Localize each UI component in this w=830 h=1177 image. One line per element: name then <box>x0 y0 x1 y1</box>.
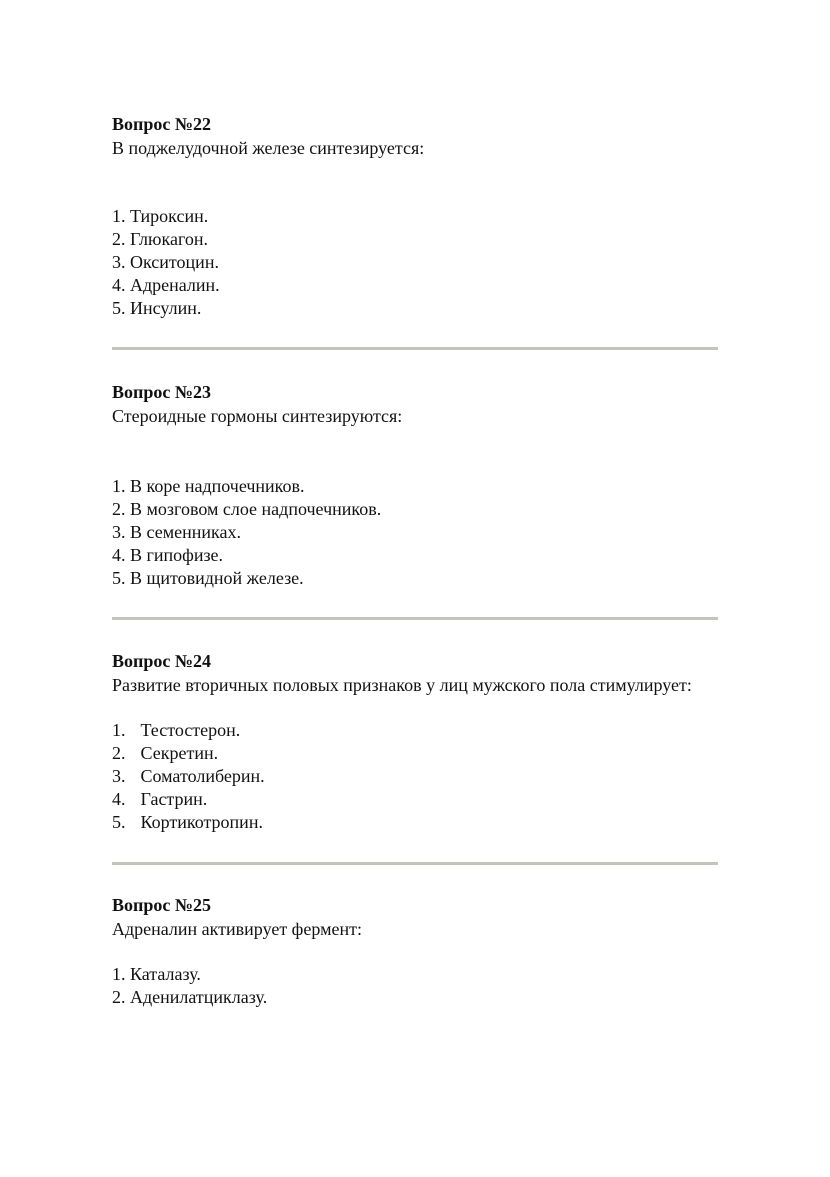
option-text: Окситоцин. <box>130 252 219 272</box>
answer-option <box>112 274 718 297</box>
option-text: Каталазу. <box>130 964 201 984</box>
document-page <box>112 112 718 1009</box>
option-number: 5. <box>112 298 126 318</box>
answer-options <box>112 719 718 834</box>
option-text: Глюкагон. <box>130 229 209 249</box>
option-number: 2. <box>112 499 126 519</box>
answer-option <box>112 544 718 567</box>
option-number: 1. <box>112 720 126 740</box>
option-text: Адреналин. <box>130 275 220 295</box>
answer-options <box>112 475 718 590</box>
answer-option <box>112 719 718 742</box>
option-number: 2. <box>112 743 126 763</box>
question-text: Стероидные гормоны синтезируются: <box>112 406 403 426</box>
option-number: 1. <box>112 964 126 984</box>
option-number: 5. <box>112 568 126 588</box>
option-number: 5. <box>112 812 126 832</box>
option-number: 2. <box>112 229 126 249</box>
option-text: В гипофизе. <box>130 545 224 565</box>
answer-option <box>112 567 718 590</box>
answer-option <box>112 521 718 544</box>
answer-option <box>112 251 718 274</box>
option-number: 3. <box>112 522 126 542</box>
answer-option <box>112 498 718 521</box>
option-number: 1. <box>112 206 126 226</box>
answer-option <box>112 742 718 765</box>
question-title: Вопрос №23 <box>112 382 211 402</box>
question-25 <box>112 893 718 1009</box>
answer-option <box>112 475 718 498</box>
option-text: В коре надпочечников. <box>130 476 305 496</box>
answer-option <box>112 297 718 320</box>
option-text: Гастрин. <box>140 789 208 809</box>
answer-option <box>112 811 718 834</box>
question-title: Вопрос №22 <box>112 114 211 134</box>
answer-option <box>112 205 718 228</box>
question-22 <box>112 112 718 320</box>
option-text: В семенниках. <box>130 522 241 542</box>
option-number: 1. <box>112 476 126 496</box>
option-number: 4. <box>112 275 126 295</box>
question-24 <box>112 649 718 834</box>
option-text: Кортикотропин. <box>140 812 263 832</box>
section-divider <box>112 617 718 620</box>
question-text: Развитие вторичных половых признаков у лиц мужского пола стимулирует: <box>112 675 692 695</box>
section-divider <box>112 347 718 350</box>
option-number: 3. <box>112 766 126 786</box>
option-number: 4. <box>112 789 126 809</box>
option-text: В щитовидной железе. <box>130 568 304 588</box>
answer-option <box>112 788 718 811</box>
answer-options <box>112 963 718 1009</box>
option-text: Инсулин. <box>130 298 202 318</box>
answer-option <box>112 986 718 1009</box>
option-text: Соматолиберин. <box>140 766 265 786</box>
answer-option <box>112 765 718 788</box>
answer-options <box>112 205 718 320</box>
answer-option <box>112 963 718 986</box>
question-text: В поджелудочной железе синтезируется: <box>112 138 425 158</box>
question-text: Адреналин активирует фермент: <box>112 919 362 939</box>
question-23 <box>112 380 718 590</box>
option-number: 3. <box>112 252 126 272</box>
option-text: Аденилатциклазу. <box>130 987 268 1007</box>
option-text: Секретин. <box>140 743 219 763</box>
option-text: Тироксин. <box>130 206 209 226</box>
question-title: Вопрос №24 <box>112 651 211 671</box>
question-title: Вопрос №25 <box>112 895 211 915</box>
section-divider <box>112 862 718 865</box>
option-number: 4. <box>112 545 126 565</box>
answer-option <box>112 228 718 251</box>
option-text: Тестостерон. <box>140 720 241 740</box>
option-text: В мозговом слое надпочечников. <box>130 499 382 519</box>
option-number: 2. <box>112 987 126 1007</box>
